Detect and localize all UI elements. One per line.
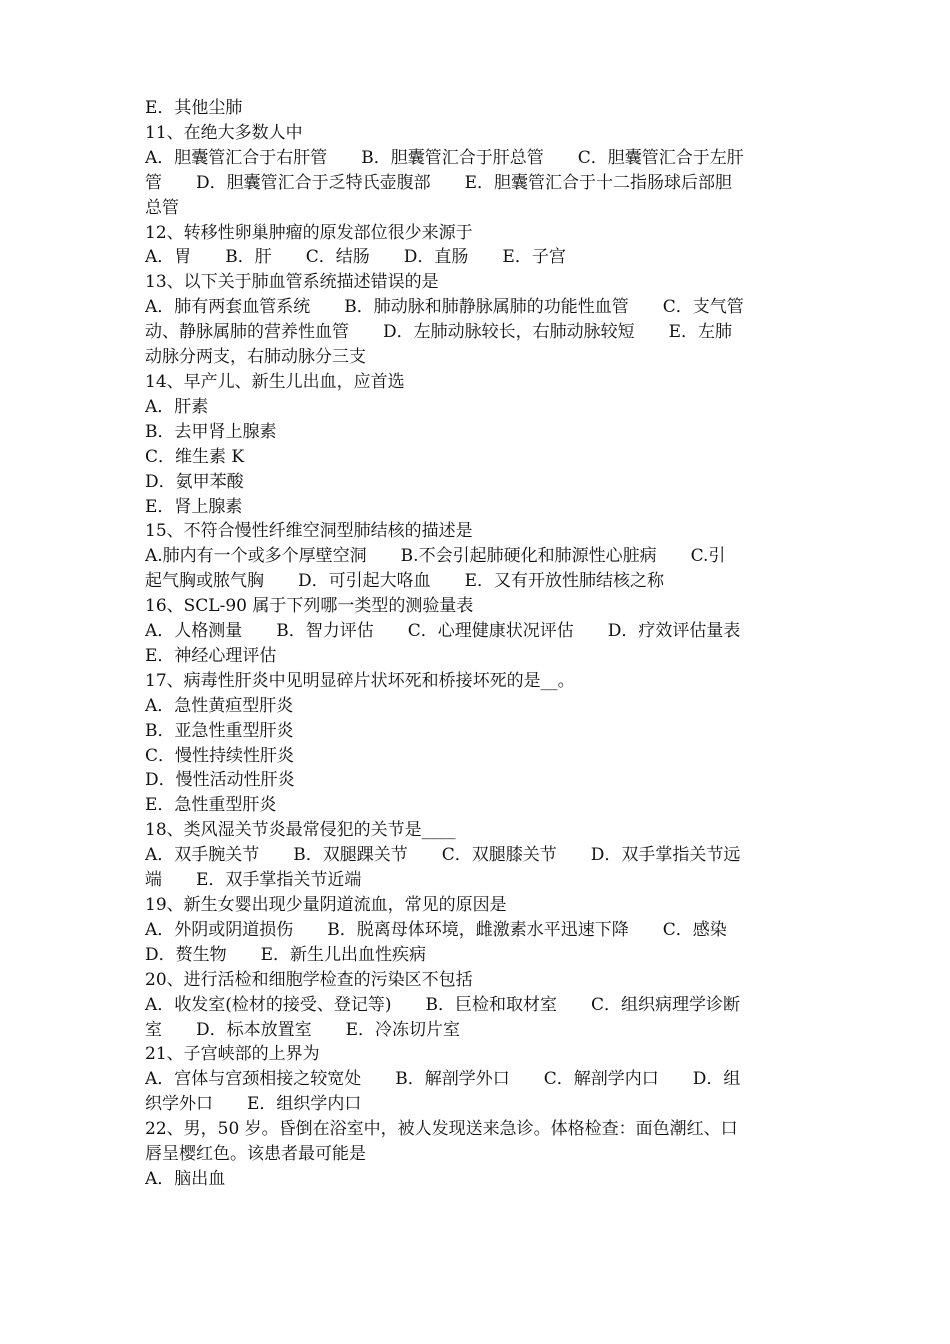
question-title: 19、新生女婴出现少量阴道流血，常见的原因是 [145, 895, 507, 915]
answer-options: A．人格测量 B．智力评估 C．心理健康状况评估 D．疗效评估量表 [145, 621, 741, 642]
answer-options: 室 D．标本放置室 E．冷冻切片室 [145, 1019, 461, 1040]
answer-options: A．外阴或阴道损伤 B．脱离母体环境，雌激素水平迅速下降 C．感染 [145, 919, 727, 940]
answer-option: E．急性重型肝炎 [145, 795, 277, 816]
question-title: 14、早产儿、新生儿出血，应首选 [145, 371, 405, 392]
question-title: 22、男，50 岁。昏倒在浴室中，被人发现送来急诊。体格检查：面色潮红、口 [145, 1119, 738, 1140]
answer-options: 管 D．胆囊管汇合于乏特氏壶腹部 E．胆囊管汇合于十二指肠球后部胆 [145, 172, 733, 193]
document-page [145, 96, 807, 1192]
answer-options: 织学外口 E．组织学内口 [145, 1094, 362, 1115]
answer-option: B．亚急性重型肝炎 [145, 720, 294, 741]
question-title: 12、转移性卵巢肿瘤的原发部位很少来源于 [145, 222, 473, 243]
answer-option: A．脑出血 [145, 1168, 226, 1189]
answer-option: E．肾上腺素 [145, 496, 243, 517]
answer-options: A．胃 B．肝 C．结肠 D．直肠 E．子宫 [145, 247, 566, 268]
answer-option: D．慢性活动性肝炎 [145, 770, 295, 791]
answer-option: A．肝素 [145, 396, 209, 417]
answer-options: 总管 [145, 197, 179, 218]
answer-options: A.肺内有一个或多个厚壁空洞 B.不会引起肺硬化和肺源性心脏病 C.引 [145, 546, 726, 567]
answer-options: A．宫体与宫颈相接之较宽处 B．解剖学外口 C．解剖学内口 D．组 [145, 1069, 741, 1090]
question-title: 20、进行活检和细胞学检查的污染区不包括 [145, 969, 473, 990]
answer-option: A．急性黄疸型肝炎 [145, 695, 294, 716]
question-title: 15、不符合慢性纤维空洞型肺结核的描述是 [145, 521, 473, 542]
answer-options: A．双手腕关节 B．双腿踝关节 C．双腿膝关节 D．双手掌指关节远 [145, 845, 741, 866]
text-line: E．其他尘肺 [145, 98, 243, 118]
answer-option: B．去甲肾上腺素 [145, 421, 277, 442]
answer-options: A．胆囊管汇合于右肝管 B．胆囊管汇合于肝总管 C．胆囊管汇合于左肝 [145, 147, 744, 168]
question-title: 18、类风湿关节炎最常侵犯的关节是____ [145, 820, 456, 841]
question-title: 11、在绝大多数人中 [145, 122, 303, 143]
answer-options: E．神经心理评估 [145, 645, 277, 666]
answer-options: D．赘生物 E．新生儿出血性疾病 [145, 944, 427, 965]
question-title: 唇呈樱红色。该患者最可能是 [145, 1144, 366, 1165]
answer-options: 起气胸或脓气胸 D．可引起大咯血 E．又有开放性肺结核之称 [145, 571, 665, 592]
answer-options: A．收发室(检材的接受、登记等) B．巨检和取材室 C．组织病理学诊断 [145, 994, 741, 1015]
answer-options: 动脉分两支，右肺动脉分三支 [145, 347, 366, 368]
answer-options: 动、静脉属肺的营养性血管 D．左肺动脉较长，右肺动脉较短 E．左肺 [145, 322, 733, 343]
answer-option: C．维生素 K [145, 446, 245, 467]
question-title: 13、以下关于肺血管系统描述错误的是 [145, 272, 439, 293]
answer-options: 端 E．双手掌指关节近端 [145, 870, 362, 891]
question-title: 16、SCL-90 属于下列哪一类型的测验量表 [145, 596, 474, 617]
answer-options: A．肺有两套血管系统 B．肺动脉和肺静脉属肺的功能性血管 C．支气管 [145, 297, 744, 318]
answer-option: D．氨甲苯酸 [145, 471, 244, 492]
question-title: 21、子宫峡部的上界为 [145, 1044, 320, 1065]
question-title: 17、病毒性肝炎中见明显碎片状坏死和桥接坏死的是__。 [145, 670, 575, 691]
answer-option: C．慢性持续性肝炎 [145, 745, 295, 766]
